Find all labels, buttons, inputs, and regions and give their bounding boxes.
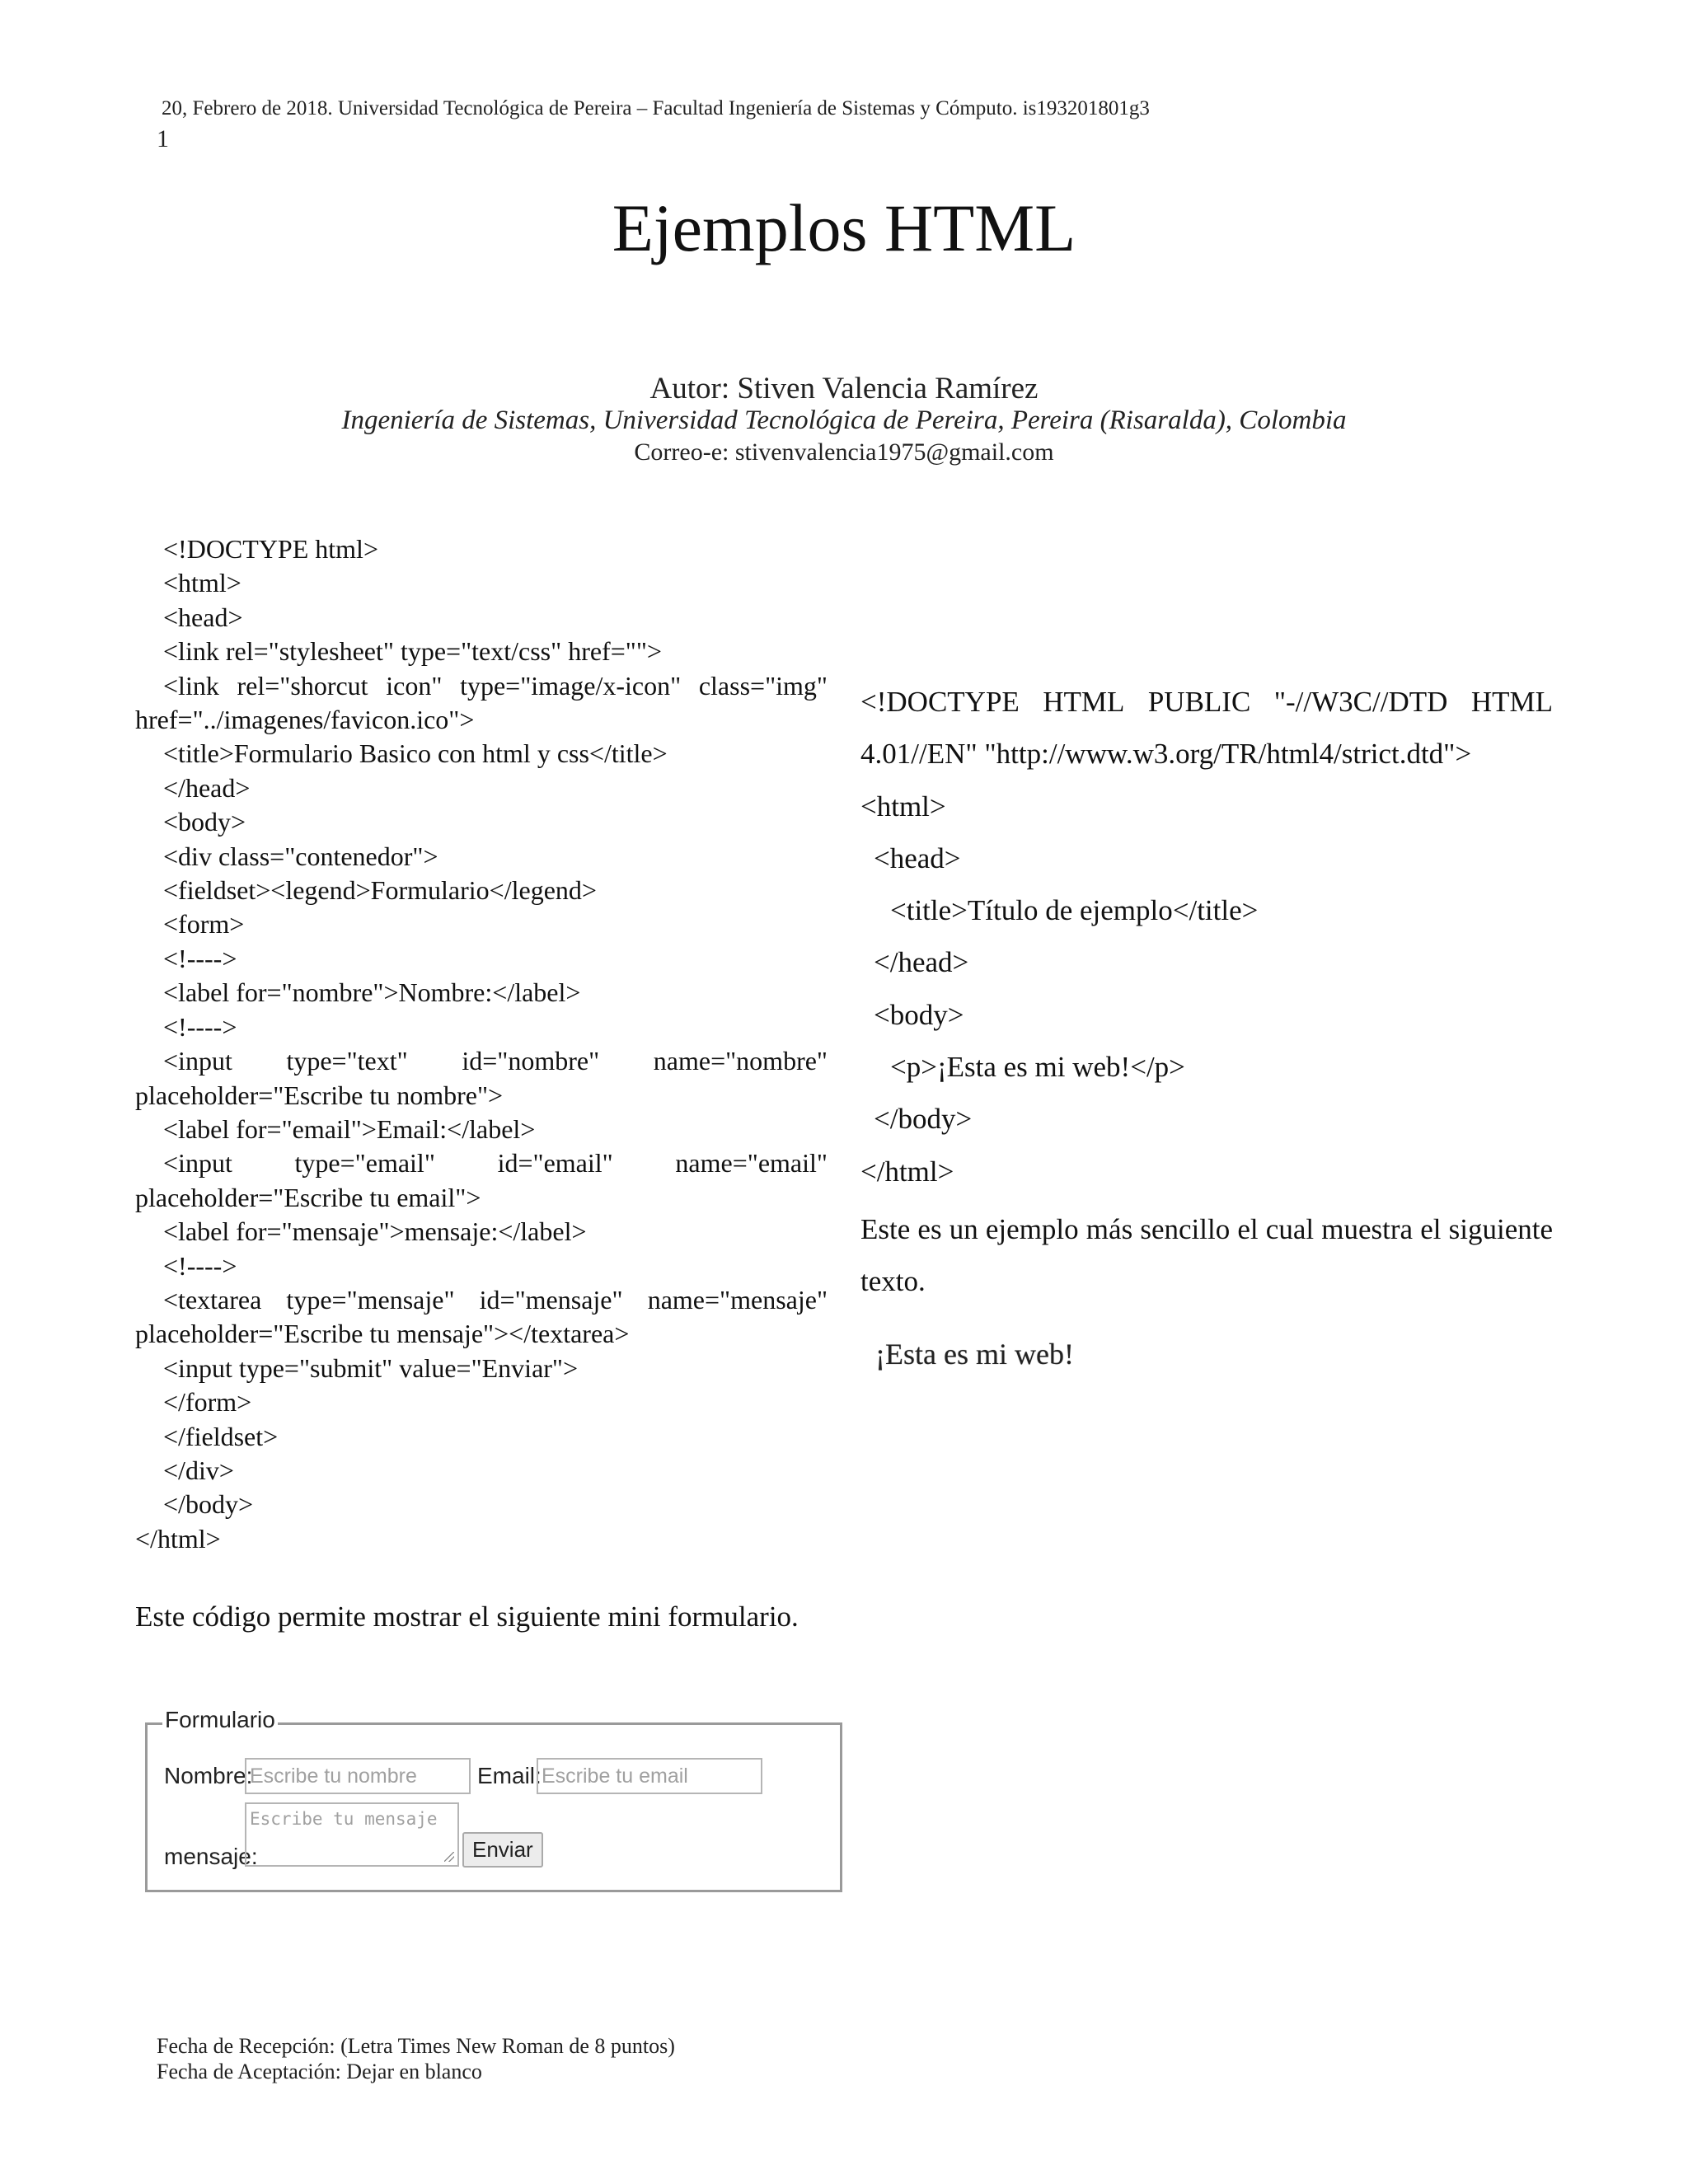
email-input[interactable]: Escribe tu email bbox=[537, 1758, 762, 1794]
code-line-justified bbox=[860, 676, 1553, 728]
code-line: <!----> bbox=[163, 1011, 237, 1042]
footer-acceptance: Fecha de Aceptación: Dejar en blanco bbox=[157, 2060, 482, 2083]
code-word: type="email" bbox=[294, 1148, 435, 1179]
page-number: 1 bbox=[157, 125, 169, 152]
code-line: <p>¡Esta es mi web!</p> bbox=[890, 1051, 1185, 1084]
code-line: <title>Formulario Basico con html y css</title> bbox=[163, 738, 668, 769]
email-line: Correo-e: stivenvalencia1975@gmail.com bbox=[634, 438, 1054, 466]
code-line: <html> bbox=[860, 790, 946, 823]
code-line-continuation: href="../imagenes/favicon.ico"> bbox=[135, 705, 475, 735]
code-word: PUBLIC bbox=[1147, 686, 1251, 718]
code-line: </fieldset> bbox=[163, 1421, 279, 1451]
code-line: </head> bbox=[163, 772, 251, 803]
code-word: class="img" bbox=[698, 670, 828, 701]
left-code-listing bbox=[135, 532, 828, 1556]
code-word: type="text" bbox=[286, 1046, 408, 1076]
code-line: <form> bbox=[163, 909, 245, 940]
code-line-continuation: 4.01//EN" "http://www.w3.org/TR/html4/strict.dtd"> bbox=[860, 738, 1472, 771]
code-line: <title>Título de ejemplo</title> bbox=[890, 894, 1259, 927]
code-word: <input bbox=[163, 1046, 232, 1076]
code-line: <body> bbox=[874, 998, 964, 1031]
nombre-label: Nombre: bbox=[164, 1763, 253, 1788]
code-line-justified bbox=[135, 669, 828, 703]
code-line: <input type="submit" value="Enviar"> bbox=[163, 1352, 579, 1383]
code-line: <fieldset><legend>Formulario</legend> bbox=[163, 875, 597, 906]
code-line: </body> bbox=[874, 1103, 973, 1136]
enviar-button[interactable]: Enviar bbox=[462, 1832, 543, 1868]
code-word: name="email" bbox=[675, 1148, 828, 1179]
web-output-preview: ¡Esta es mi web! bbox=[875, 1338, 1074, 1371]
code-word: name="mensaje" bbox=[647, 1284, 828, 1315]
code-word: "-//W3C//DTD bbox=[1273, 686, 1448, 718]
code-word: <textarea bbox=[163, 1284, 262, 1315]
left-body-paragraph: Este código permite mostrar el siguiente mini formulario. bbox=[135, 1601, 799, 1633]
nombre-input[interactable]: Escribe tu nombre bbox=[245, 1758, 471, 1794]
code-line: </head> bbox=[874, 946, 969, 979]
textarea-placeholder: Escribe tu mensaje bbox=[250, 1809, 438, 1829]
code-line-continuation: placeholder="Escribe tu mensaje"></textarea> bbox=[135, 1319, 630, 1349]
code-word: <link bbox=[163, 670, 219, 701]
code-line-continuation: placeholder="Escribe tu email"> bbox=[135, 1182, 481, 1212]
code-line-justified bbox=[135, 1044, 828, 1078]
paper-title: Ejemplos HTML bbox=[612, 190, 1076, 265]
code-line: <!----> bbox=[163, 1250, 237, 1281]
code-line: <!DOCTYPE html> bbox=[163, 534, 378, 564]
code-word: type="image/x-icon" bbox=[460, 670, 682, 701]
code-word: rel="shorcut bbox=[237, 670, 368, 701]
right-body-paragraph: Este es un ejemplo más sencillo el cual muestra el siguiente texto. bbox=[860, 1213, 1553, 1297]
right-code-listing bbox=[860, 676, 1553, 1197]
code-line: <head> bbox=[874, 841, 961, 874]
code-line-justified bbox=[135, 1283, 828, 1317]
code-word: HTML bbox=[1470, 686, 1553, 718]
code-line: <link rel="stylesheet" type="text/css" href=""> bbox=[163, 636, 662, 667]
fieldset-legend: Formulario bbox=[162, 1707, 278, 1733]
author-line: Autor: Stiven Valencia Ramírez bbox=[649, 372, 1039, 405]
code-line: <label for="nombre">Nombre:</label> bbox=[163, 977, 581, 1008]
code-line-continuation: placeholder="Escribe tu nombre"> bbox=[135, 1080, 504, 1110]
mensaje-textarea[interactable] bbox=[245, 1802, 459, 1867]
code-line: </form> bbox=[163, 1387, 252, 1418]
code-word: icon" bbox=[386, 670, 443, 701]
resize-grip-icon[interactable] bbox=[444, 1852, 454, 1862]
running-header: 20, Febrero de 2018. Universidad Tecnológica de Pereira – Facultad Ingeniería de Sistemas y Cómputo. is193201801g3 bbox=[162, 97, 1150, 120]
code-word: <!DOCTYPE bbox=[860, 686, 1020, 718]
code-line: <!----> bbox=[163, 943, 237, 973]
code-line: </div> bbox=[163, 1455, 234, 1485]
code-line: </body> bbox=[163, 1489, 253, 1520]
code-line: </html> bbox=[860, 1155, 954, 1188]
form-preview-figure bbox=[145, 1707, 842, 1892]
code-word: HTML bbox=[1043, 686, 1125, 718]
code-word: id="nombre" bbox=[462, 1046, 600, 1076]
code-word: <input bbox=[163, 1148, 232, 1179]
code-line: <label for="email">Email:</label> bbox=[163, 1113, 536, 1144]
footer-reception: Fecha de Recepción: (Letra Times New Roman de 8 puntos) bbox=[157, 2034, 675, 2058]
code-line: <head> bbox=[163, 602, 243, 632]
affiliation-line: Ingeniería de Sistemas, Universidad Tecnológica de Pereira, Pereira (Risaralda), Colombia bbox=[341, 405, 1347, 435]
code-word: type="mensaje" bbox=[286, 1284, 455, 1315]
mensaje-label: mensaje: bbox=[164, 1844, 258, 1869]
code-line: <html> bbox=[163, 568, 241, 598]
code-line: <body> bbox=[163, 807, 246, 837]
code-line: <div class="contenedor"> bbox=[163, 841, 438, 871]
email-label: Email: bbox=[477, 1763, 542, 1788]
code-line: <label for="mensaje">mensaje:</label> bbox=[163, 1216, 587, 1247]
code-line: </html> bbox=[135, 1523, 221, 1554]
code-word: id="email" bbox=[497, 1148, 613, 1179]
code-word: id="mensaje" bbox=[479, 1284, 623, 1315]
code-line-justified bbox=[135, 1146, 828, 1180]
code-word: name="nombre" bbox=[653, 1046, 828, 1076]
